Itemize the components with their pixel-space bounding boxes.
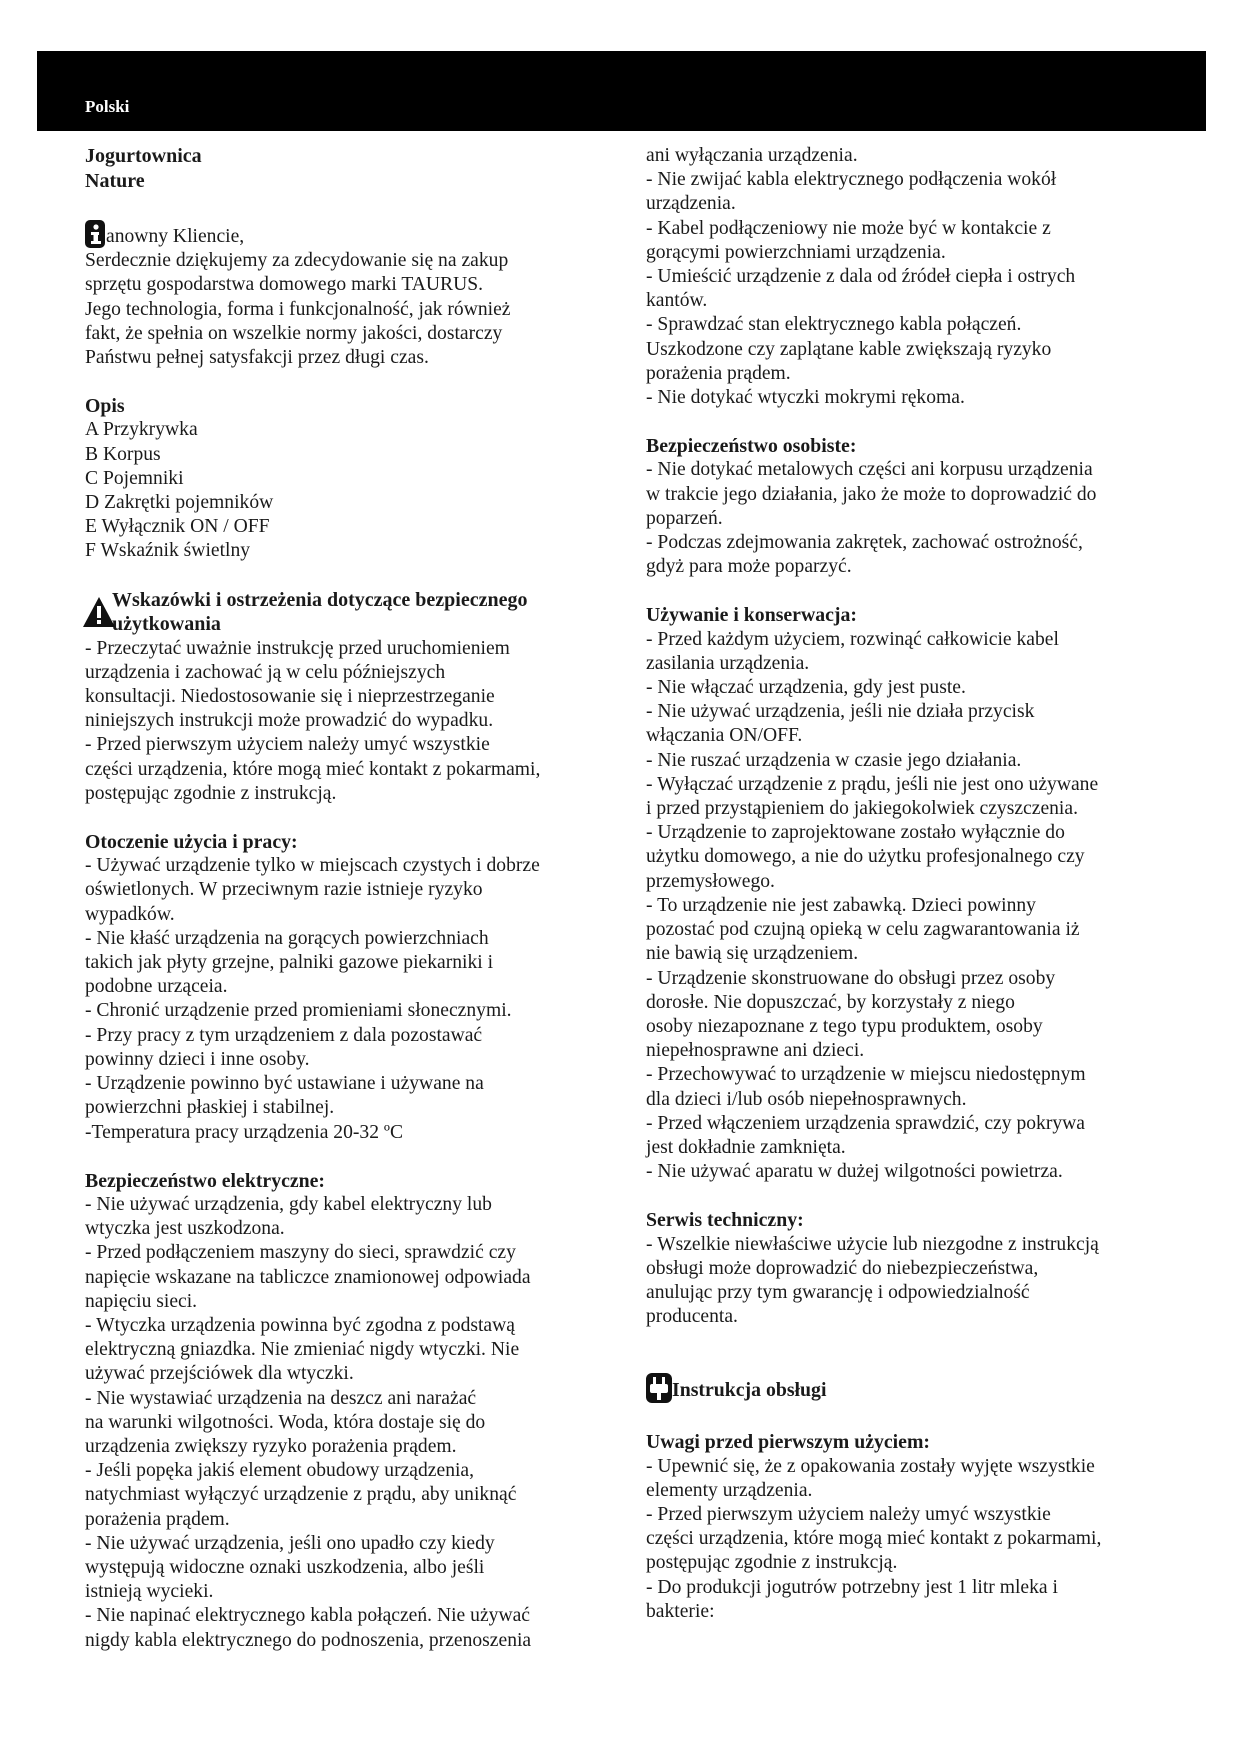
- environment-heading: Otoczenie użycia i pracy:: [85, 831, 298, 854]
- greeting-block: [85, 220, 610, 370]
- service-section: Serwis techniczny: - Wszelkie niewłaściwe użycie lub niezgodne z instrukcją obsługi może doprowadzić do niebezpieczeństwa, anulując przy tym gwarancję i odpowiedzialność producenta.: [646, 1208, 1176, 1329]
- info-icon: [85, 220, 105, 248]
- instructions-section: [646, 1373, 1176, 1403]
- electrical-safety-heading: Bezpieczeństwo elektryczne:: [85, 1169, 326, 1192]
- list-item: E Wyłącznik ON / OFF: [85, 516, 270, 538]
- electrical-safety-section: Bezpieczeństwo elektryczne: - Nie używać urządzenia, gdy kabel elektryczny lub wtyczka jest uszkodzona. - Przed podłączeniem maszyny do sieci, sprawdzić czy napięcie wskazane na tabliczce znamionowej odpowiada napięciu sieci. - Wtyczka urządzenia powinna być zgodna z podstawą elektryczną gniazdka. Nie zmieniać nigdy wtyczki. Nie używać przejściówek dla wtyczki. - Nie wystawiać urządzenia na deszcz ani narażać na warunki wilgotności. Woda, która dostaje się do urządzenia zwiększy ryzyko porażenia prądem. - Jeśli popęka jakiś element obudowy urządzenia, natychmiast wyłączyć urządzenie z prądu, aby uniknąć porażenia prądem. - Nie używać urządzenia, jeśli ono upadło czy kiedy występują widoczne oznaki uszkodzenia, albo jeśli istnieją wycieki. - Nie napinać elektrycznego kabla połączeń. Nie używać nigdy kabla elektrycznego do podnoszenia, przenoszenia: [85, 1169, 610, 1653]
- instructions-heading: Instrukcja obsługi: [672, 1379, 827, 1402]
- personal-safety-heading: Bezpieczeństwo osobiste:: [646, 435, 857, 458]
- warning-title: Wskazówki i ostrzeżenia dotyczące bezpiecznego użytkowania: [112, 588, 528, 636]
- use-maintenance-heading: Używanie i konserwacja:: [646, 604, 857, 627]
- right-column: [646, 144, 1176, 1624]
- left-column: [85, 144, 610, 1653]
- environment-section: Otoczenie użycia i pracy: - Używać urządzenie tylko w miejscach czystych i dobrze oświetlonych. W przeciwnym razie istnieje ryzyko wypadków. - Nie kłaść urządzenia na gorących powierzchniach takich jak płyty grzejne, palniki gazowe piekarniki i podobne urząceia. - Chronić urządzenie przed promieniami słonecznymi. - Przy pracy z tym urządzeniem z dala pozostawać powinny dzieci i inne osoby. - Urządzenie powinno być ustawiane i używane na powierzchni płaskiej i stabilnej. -Temperatura pracy urządzenia 20-32 ºC: [85, 830, 610, 1145]
- opis-heading: Opis: [85, 395, 125, 418]
- personal-safety-section: Bezpieczeństwo osobiste: - Nie dotykać metalowych części ani korpusu urządzenia w trakcie jego działania, jako że może to doprowadzić do poparzeń. - Podczas zdejmowania zakrętek, zachować ostrożność, gdyż para może poparzyć.: [646, 434, 1176, 579]
- header-bar: [37, 51, 1206, 131]
- list-item: B Korpus: [85, 443, 161, 465]
- list-item: D Zakrętki pojemników: [85, 492, 274, 514]
- list-item: C Pojemniki: [85, 467, 184, 489]
- product-title: Jogurtownica Nature: [85, 145, 202, 192]
- greeting-text: anowny Kliencie,: [106, 226, 245, 247]
- service-heading: Serwis techniczny:: [646, 1209, 804, 1232]
- electrical-continued: ani wyłączania urządzenia. - Nie zwijać kabla elektrycznego podłączenia wokół urządzenia. - Kabel podłączeniowy nie może być w kontakcie z gorącymi powierzchniami urządzenia. - Umieścić urządzenie z dala od źródeł ciepła i ostrych kantów. - Sprawdzać stan elektrycznego kabla połączeń. Uszkodzone czy zaplątane kable zwiększają ryzyko porażenia prądem. - Nie dotykać wtyczki mokrymi rękoma.: [646, 145, 1076, 409]
- intro-text: Serdecznie dziękujemy za zdecydowanie się na zakup sprzętu gospodarstwa domowego marki TAURUS. Jego technologia, forma i funkcjonalność, jak również fakt, że spełnia on wszelkie normy jakości, dostarczy Państwu pełnej satysfakcji przez długi czas.: [85, 250, 511, 369]
- list-item: F Wskaźnik świetlny: [85, 540, 251, 562]
- opis-section: [85, 394, 610, 563]
- warning-section: Wskazówki i ostrzeżenia dotyczące bezpiecznego użytkowania - Przeczytać uważnie instrukcję przed uruchomieniem urządzenia i zachować ją w celu późniejszych konsultacji. Niedostosowanie się i nieprzestrzeganie niniejszych instrukcji może prowadzić do wypadku. - Przed pierwszym użyciem należy umyć wszystkie części urządzenia, które mogą mieć kontakt z pokarmami, postępując zgodnie z instrukcją.: [85, 588, 610, 806]
- warning-icon: [82, 596, 116, 628]
- plug-icon: [646, 1373, 672, 1403]
- use-maintenance-section: Używanie i konserwacja: - Przed każdym użyciem, rozwinąć całkowicie kabel zasilania urządzenia. - Nie włączać urządzenia, gdy jest puste. - Nie używać urządzenia, jeśli nie działa przycisk włączania ON/OFF. - Nie ruszać urządzenia w czasie jego działania. - Wyłączać urządzenie z prądu, jeśli nie jest ono używane i przed przystąpieniem do jakiegokolwiek czyszczenia. - Urządzenie to zaprojektowane zostało wyłącznie do użytku domowego, a nie do użytku profesjonalnego czy przemysłowego. - To urządzenie nie jest zabawką. Dzieci powinny pozostać pod czujną opieką w celu zagwarantowania iż nie bawią się urządzeniem. - Urządzenie skonstruowane do obsługi przez osoby dorosłe. Nie dopuszczać, by korzystały z niego osoby niezapoznane z tego typu produktem, osoby niepełnosprawne ani dzieci. - Przechowywać to urządzenie w miejscu niedostępnym dla dzieci i/lub osób niepełnosprawnych. - Przed włączeniem urządzenia sprawdzić, czy pokrywa jest dokładnie zamknięta. - Nie używać aparatu w dużej wilgotności powietrza.: [646, 603, 1176, 1184]
- language-label: Polski: [85, 97, 130, 116]
- list-item: A Przykrywka: [85, 419, 198, 441]
- before-first-use-section: Uwagi przed pierwszym użyciem: - Upewnić się, że z opakowania zostały wyjęte wszystkie elementy urządzenia. - Przed pierwszym użyciem należy umyć wszystkie części urządzenia, które mogą mieć kontakt z pokarmami, postępując zgodnie z instrukcją. - Do produkcji jogutrów potrzebny jest 1 litr mleka i bakterie:: [646, 1430, 1176, 1624]
- before-first-use-heading: Uwagi przed pierwszym użyciem:: [646, 1431, 931, 1454]
